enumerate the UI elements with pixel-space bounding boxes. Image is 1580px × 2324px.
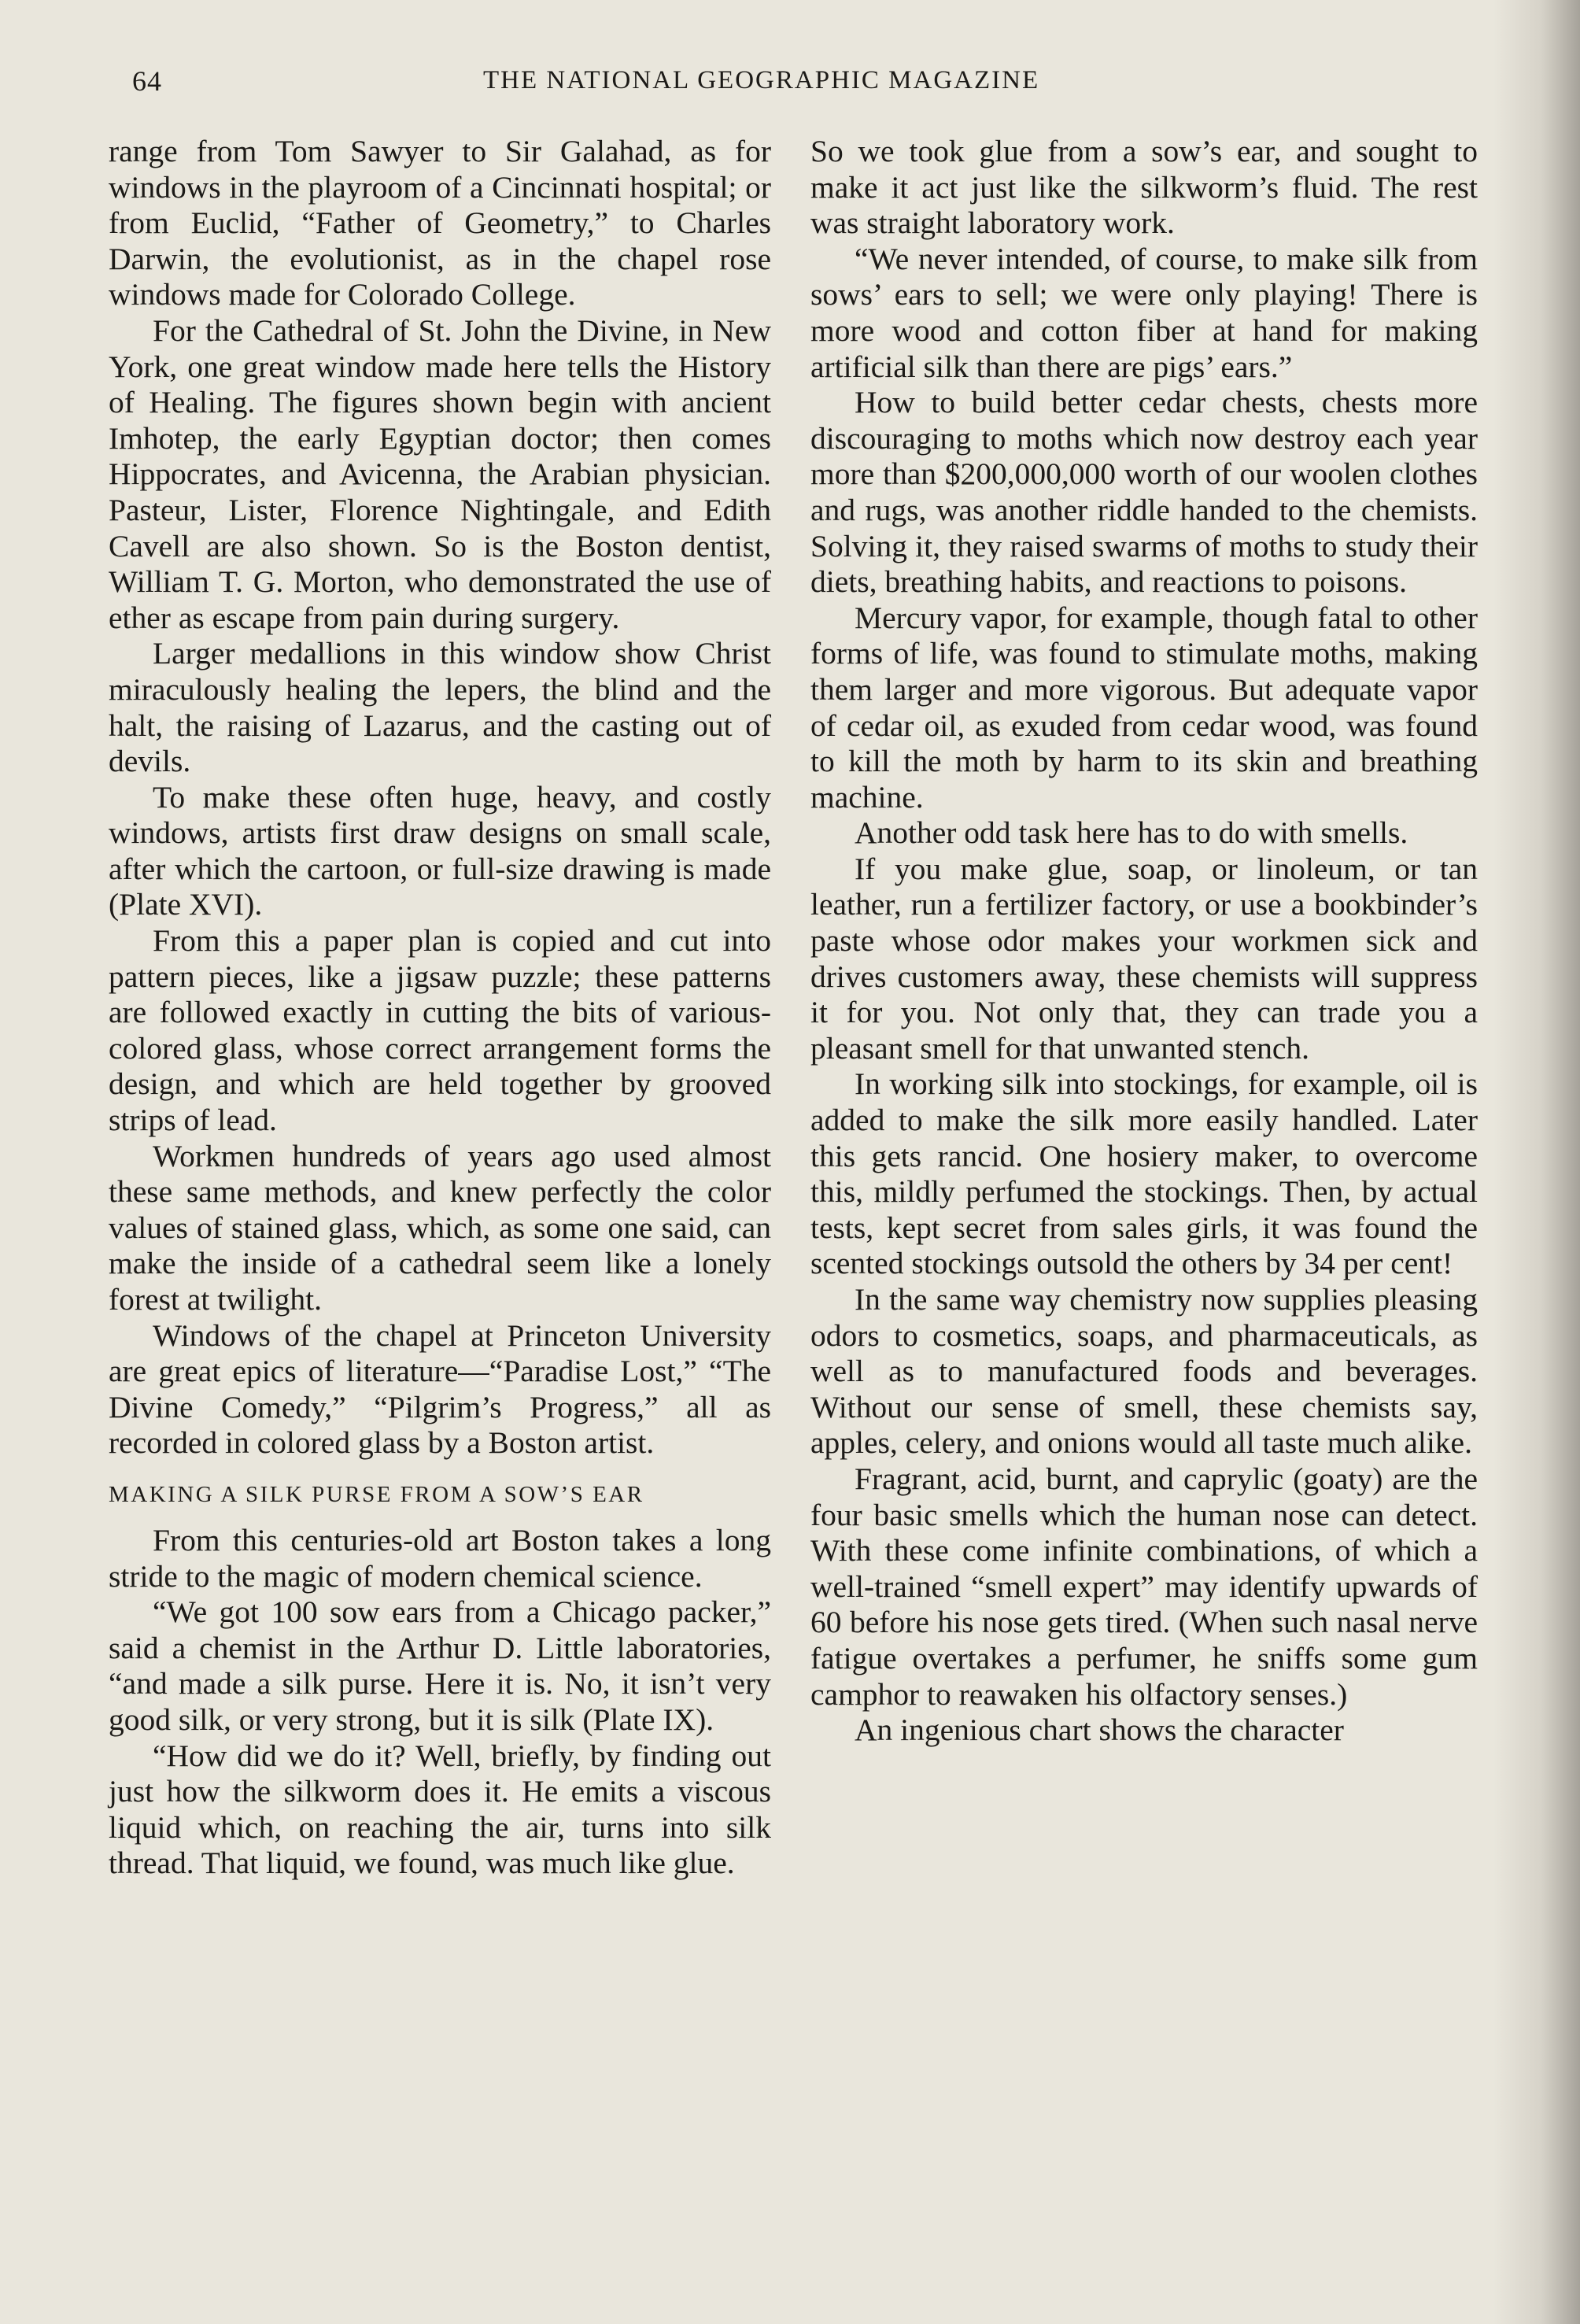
paragraph: Workmen hundreds of years ago used almost these same methods, and knew perfectly the color values of stained glass, which, as some one said, can make the inside of a cathedral seem like a lonely forest at twilight. bbox=[109, 1138, 771, 1317]
paragraph: range from Tom Sawyer to Sir Galahad, as for windows in the playroom of a Cincinnati hospital; or from Euclid, “Father of Geometry,” to Charles Darwin, the evolutionist, as in the chapel rose windows made for Colorado College. bbox=[109, 134, 771, 312]
paragraph: In working silk into stockings, for example, oil is added to make the silk more easily handled. Later this gets rancid. One hosiery maker, to overcome this, mildly perfumed the stockings. Then, by actual tests, kept secret from sales girls, it was found the scented stockings outsold the others by 34 per cent! bbox=[810, 1066, 1478, 1281]
paragraph: Fragrant, acid, burnt, and caprylic (goaty) are the four basic smells which the human nose can detect. With these come infinite combinations, of which a well-trained “smell expert” may identify upwards of 60 before his nose gets tired. (When such nasal nerve fatigue overtakes a perfumer, he sniffs some gum camphor to reawaken his olfactory senses.) bbox=[810, 1461, 1478, 1712]
paragraph: From this centuries-old art Boston takes a long stride to the magic of modern chemical science. bbox=[109, 1522, 771, 1594]
paragraph: So we took glue from a sow’s ear, and sought to make it act just like the silkworm’s fluid. The rest was straight laboratory work. bbox=[810, 134, 1478, 241]
section-heading: MAKING A SILK PURSE FROM A SOW’S EAR bbox=[109, 1481, 644, 1507]
paragraph: How to build better cedar chests, chests more discouraging to moths which now destroy each year more than $200,000,000 worth of our woolen clothes and rugs, was another riddle handed to the chemists. Solving it, they raised swarms of moths to study their diets, breathing habits, and reactions to poisons. bbox=[810, 385, 1478, 600]
paragraph: For the Cathedral of St. John the Divine, in New York, one great window made here tells the History of Healing. The figures shown begin with ancient Imhotep, the early Egyptian doctor; then comes Hippocrates, and Avicenna, the Arabian physician. Pasteur, Lister, Florence Nightingale, and Edith Cavell are also shown. So is the Boston dentist, William T. G. Morton, who demonstrated the use of ether as escape from pain during surgery. bbox=[109, 312, 771, 635]
left-column bbox=[109, 134, 771, 1882]
paragraph: From this a paper plan is copied and cut into pattern pieces, like a jigsaw puzzle; these patterns are followed exactly in cutting the bits of various-colored glass, whose correct arrangement forms the design, and which are held together by grooved strips of lead. bbox=[109, 923, 771, 1138]
running-head bbox=[132, 65, 1486, 102]
paragraph: To make these often huge, heavy, and costly windows, artists first draw designs on small scale, after which the cartoon, or full-size drawing is made (Plate XVI). bbox=[109, 779, 771, 922]
paragraph: An ingenious chart shows the character bbox=[855, 1713, 1344, 1748]
paragraph: “How did we do it? Well, briefly, by finding out just how the silkworm does it. He emits a viscous liquid which, on reaching the air, turns into silk thread. That liquid, we found, was much like glue. bbox=[109, 1738, 771, 1881]
magazine-title: THE NATIONAL GEOGRAPHIC MAGAZINE bbox=[483, 66, 1040, 94]
paragraph: Larger medallions in this window show Christ miraculously healing the lepers, the blind and the halt, the raising of Lazarus, and the casting out of devils. bbox=[109, 636, 771, 779]
paragraph: “We never intended, of course, to make silk from sows’ ears to sell; we were only playing! There is more wood and cotton fiber at hand for making artificial silk than there are pigs’ ears.” bbox=[810, 241, 1478, 384]
paragraph: Another odd task here has to do with smells. bbox=[855, 815, 1408, 851]
paragraph: Windows of the chapel at Princeton University are great epics of literature—“Paradise Lost,” “The Divine Comedy,” “Pilgrim’s Progress,” all as recorded in colored glass by a Boston artist. bbox=[109, 1317, 771, 1461]
paragraph: “We got 100 sow ears from a Chicago packer,” said a chemist in the Arthur D. Little laboratories, “and made a silk purse. Here it is. No, it isn’t very good silk, or very strong, but it is silk (Plate IX). bbox=[109, 1594, 771, 1737]
right-column bbox=[810, 134, 1478, 1749]
page-number: 64 bbox=[132, 65, 162, 97]
paragraph: In the same way chemistry now supplies pleasing odors to cosmetics, soaps, and pharmaceuticals, as well as to manufactured foods and beverages. Without our sense of smell, these chemists say, apples, celery, and onions would all taste much alike. bbox=[810, 1282, 1478, 1461]
paragraph: Mercury vapor, for example, though fatal to other forms of life, was found to stimulate moths, making them larger and more vigorous. But adequate vapor of cedar oil, as exuded from cedar wood, was found to kill the moth by harm to its skin and breathing machine. bbox=[810, 600, 1478, 815]
paragraph: If you make glue, soap, or linoleum, or tan leather, run a fertilizer factory, or use a bookbinder’s paste whose odor makes your workmen sick and drives customers away, these chemists will suppress it for you. Not only that, they can trade you a pleasant smell for that unwanted stench. bbox=[810, 851, 1478, 1066]
